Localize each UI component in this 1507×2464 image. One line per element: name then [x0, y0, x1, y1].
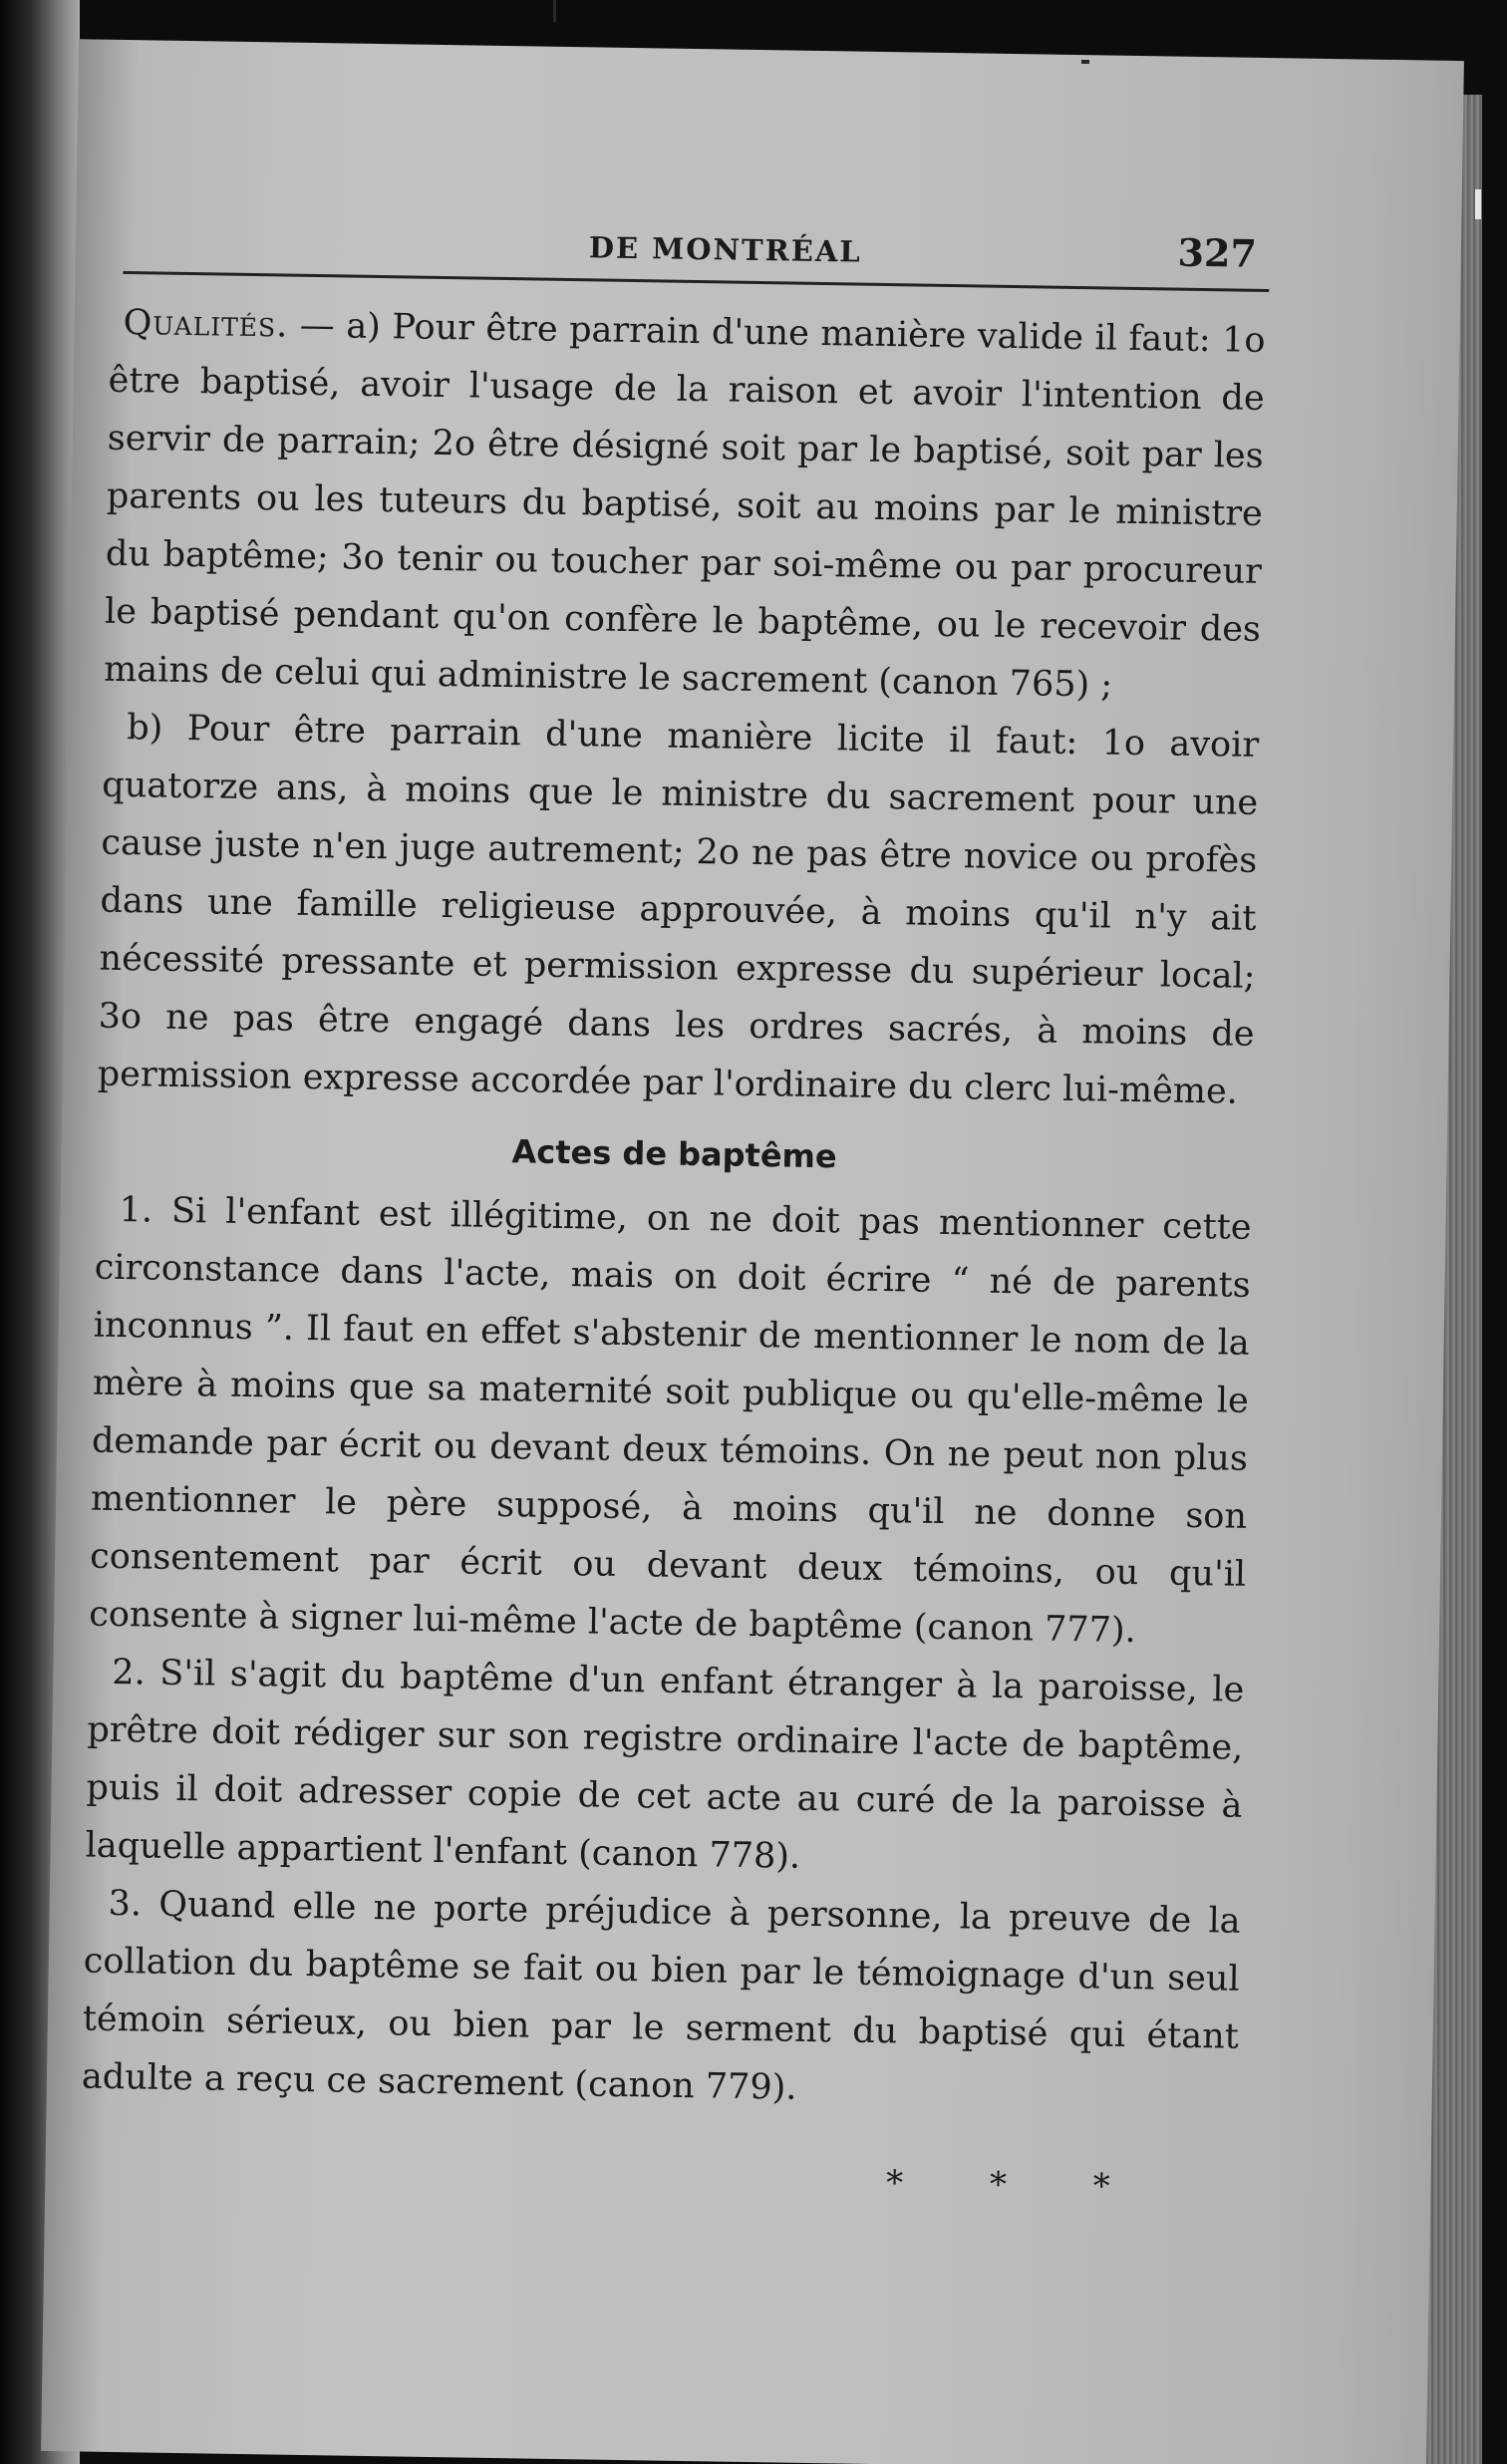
qualites-a-text: — a) Pour être parrain d'une manière valide il faut: 1o être baptisé, avoir l'usage de la raison et avoir l'intention de servir de parrain; 2o être désigné soit par le baptisé, soit par les parents ou les tuteurs du baptisé, soit au moins par le ministre du baptême; 3o tenir ou toucher par soi-même ou par procureur le baptisé pendant qu'on confère le baptême, ou le recevoir des mains de celui qui administre le sacrement (canon 765) ; [103, 305, 1266, 706]
page-number: 327 [1177, 229, 1258, 276]
actes-item-3: 3. Quand elle ne porte préjudice à personne, la preuve de la collation du baptême se fait ou bien par le témoignage d'un seul témoin sérieux, ou bien par le serment du baptisé qui étant adulte a reçu ce sacrement (canon 779). [81, 1883, 1241, 2108]
qualites-label: Qualités. [123, 302, 289, 346]
page-body [80, 294, 1266, 2218]
scan-mark [1475, 189, 1481, 219]
actes-item-2: 2. S'il s'agit du baptême d'un enfant étranger à la paroisse, le prêtre doit rédiger sur son registre ordinaire l'acte de baptême, puis il doit adresser copie de cet acte au curé de la paroisse à laquelle appartient l'enfant (canon 778). [85, 1652, 1245, 1877]
qualites-paragraph-b: b) Pour être parrain d'une manière licite il faut: 1o avoir quatorze ans, à moins que le ministre du sacrement pour une cause juste n'en juge autrement; 2o ne pas être novice ou profès dans une famille religieuse approuvée, à moins qu'il n'y ait nécessité pressante et permission expresse du supérieur local; 3o ne pas être engagé dans les ordres sacrés, à moins de permission expresse accordée par l'ordinaire du clerc lui-même. [97, 708, 1260, 1112]
end-ornament: * * * [885, 2163, 1148, 2208]
running-title: DE MONTRÉAL [588, 230, 863, 269]
scan-mark [1081, 60, 1089, 64]
scan-mark [553, 0, 556, 22]
qualites-paragraph-a [104, 294, 1266, 717]
book-page [41, 39, 1464, 2464]
actes-item-1: 1. Si l'enfant est illégitime, on ne doit pas mentionner cette circonstance dans l'acte, mais on doit écrire “ né de parents inconnus ”. Il faut en effet s'abstenir de mentionner le nom de la mère à moins que sa maternité soit publique ou qu'elle-même le demande par écrit ou devant deux témoins. On ne peut non plus mentionner le père supposé, à moins qu'il ne donne son consentement par écrit ou devant deux témoins, ou qu'il consente à signer lui-même l'acte de baptême (canon 777). [88, 1190, 1252, 1652]
section-heading: Actes de baptême [511, 1132, 837, 1176]
